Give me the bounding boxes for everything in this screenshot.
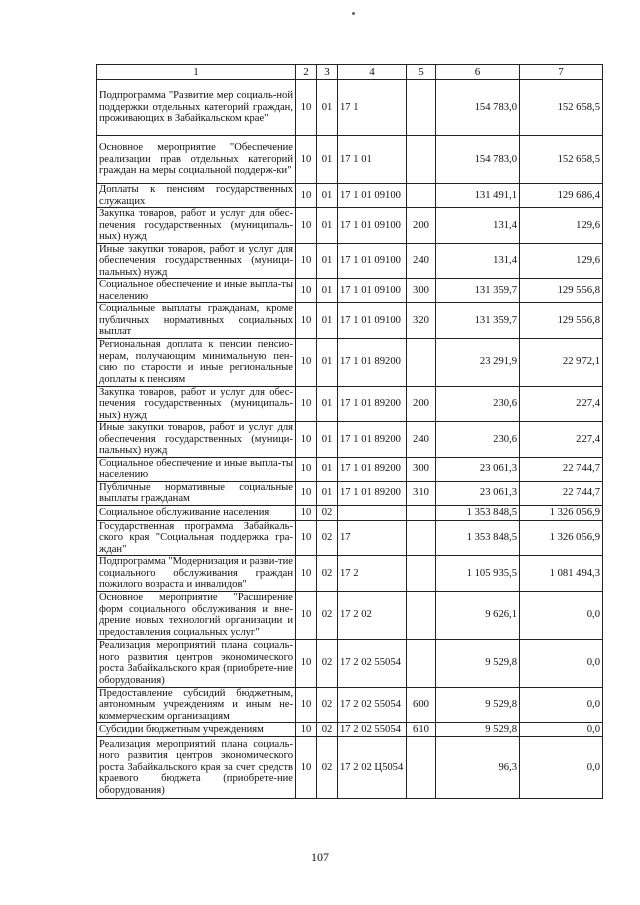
subsection-code-cell: 01 xyxy=(317,481,338,505)
amount-cell: 152 658,5 xyxy=(520,80,603,136)
subsection-code-cell: 01 xyxy=(317,386,338,422)
table-row xyxy=(97,303,603,339)
amount-cell: 9 529,8 xyxy=(436,639,520,687)
section-code-cell: 10 xyxy=(296,303,317,339)
amount-cell: 154 783,0 xyxy=(436,136,520,184)
target-article-cell: 17 1 01 89200 xyxy=(338,386,407,422)
subsection-code-cell: 02 xyxy=(317,687,338,723)
target-article-cell: 17 xyxy=(338,520,407,556)
expense-type-cell: 300 xyxy=(407,279,436,303)
expense-type-cell xyxy=(407,556,436,592)
section-code-cell: 10 xyxy=(296,279,317,303)
scan-dot xyxy=(352,12,355,15)
amount-cell: 227,4 xyxy=(520,422,603,458)
expense-type-cell xyxy=(407,184,436,208)
target-article-cell: 17 1 01 09100 xyxy=(338,184,407,208)
row-name-cell: Закупка товаров, работ и услуг для обес-печения государственных (муниципаль-ных) нужд xyxy=(97,386,296,422)
header-cell: 7 xyxy=(520,65,603,80)
amount-cell: 227,4 xyxy=(520,386,603,422)
subsection-code-cell: 01 xyxy=(317,243,338,279)
table-row xyxy=(97,457,603,481)
subsection-code-cell: 01 xyxy=(317,338,338,386)
section-code-cell: 10 xyxy=(296,556,317,592)
row-name-cell: Доплаты к пенсиям государственных служащих xyxy=(97,184,296,208)
row-name-cell: Закупка товаров, работ и услуг для обес-печения государственных (муниципаль-ных) нужд xyxy=(97,208,296,244)
table-row xyxy=(97,386,603,422)
amount-cell: 23 061,3 xyxy=(436,457,520,481)
amount-cell: 154 783,0 xyxy=(436,80,520,136)
table-row xyxy=(97,723,603,737)
header-cell: 4 xyxy=(338,65,407,80)
amount-cell: 0,0 xyxy=(520,737,603,799)
table-row xyxy=(97,136,603,184)
amount-cell: 230,6 xyxy=(436,386,520,422)
section-code-cell: 10 xyxy=(296,737,317,799)
amount-cell: 1 353 848,5 xyxy=(436,505,520,520)
target-article-cell: 17 1 01 89200 xyxy=(338,481,407,505)
table-row xyxy=(97,687,603,723)
row-name-cell: Реализация мероприятий плана социаль-ного развития центров экономического роста Забайкальского края (приобрете-ние оборудования) xyxy=(97,639,296,687)
section-code-cell: 10 xyxy=(296,639,317,687)
amount-cell: 230,6 xyxy=(436,422,520,458)
row-name-cell: Подпрограмма "Модернизация и разви-тие социального обслуживания граждан пожилого возраста и инвалидов" xyxy=(97,556,296,592)
section-code-cell: 10 xyxy=(296,457,317,481)
table-row xyxy=(97,338,603,386)
header-cell: 5 xyxy=(407,65,436,80)
expense-type-cell: 200 xyxy=(407,208,436,244)
table-row xyxy=(97,481,603,505)
amount-cell: 1 326 056,9 xyxy=(520,505,603,520)
amount-cell: 23 291,9 xyxy=(436,338,520,386)
expense-type-cell xyxy=(407,737,436,799)
section-code-cell: 10 xyxy=(296,243,317,279)
header-cell: 1 xyxy=(97,65,296,80)
amount-cell: 9 529,8 xyxy=(436,723,520,737)
amount-cell: 131 491,1 xyxy=(436,184,520,208)
row-name-cell: Социальное обслуживание населения xyxy=(97,505,296,520)
subsection-code-cell: 01 xyxy=(317,80,338,136)
amount-cell: 22 972,1 xyxy=(520,338,603,386)
amount-cell: 131,4 xyxy=(436,243,520,279)
table-row xyxy=(97,591,603,639)
section-code-cell: 10 xyxy=(296,481,317,505)
target-article-cell: 17 1 01 09100 xyxy=(338,243,407,279)
expense-type-cell: 610 xyxy=(407,723,436,737)
expense-type-cell xyxy=(407,80,436,136)
amount-cell: 0,0 xyxy=(520,723,603,737)
amount-cell: 9 626,1 xyxy=(436,591,520,639)
amount-cell: 22 744,7 xyxy=(520,481,603,505)
page-number: 107 xyxy=(311,850,329,864)
table-row xyxy=(97,737,603,799)
table-row xyxy=(97,184,603,208)
row-name-cell: Подпрограмма "Развитие мер социаль-ной поддержки отдельных категорий граждан, проживающих в Забайкальском крае" xyxy=(97,80,296,136)
target-article-cell: 17 2 02 55054 xyxy=(338,639,407,687)
subsection-code-cell: 01 xyxy=(317,422,338,458)
section-code-cell: 10 xyxy=(296,386,317,422)
amount-cell: 129 686,4 xyxy=(520,184,603,208)
row-name-cell: Региональная доплата к пенсии пенсио-нерам, получающим минимальную пен-сию по старости и иные региональные доплаты к пенсиям xyxy=(97,338,296,386)
expense-type-cell: 310 xyxy=(407,481,436,505)
subsection-code-cell: 02 xyxy=(317,723,338,737)
table-row xyxy=(97,422,603,458)
section-code-cell: 10 xyxy=(296,184,317,208)
target-article-cell: 17 1 01 09100 xyxy=(338,208,407,244)
expense-type-cell: 240 xyxy=(407,422,436,458)
row-name-cell: Государственная программа Забайкаль-ского края "Социальная поддержка гра-ждан" xyxy=(97,520,296,556)
section-code-cell: 10 xyxy=(296,80,317,136)
expense-type-cell: 200 xyxy=(407,386,436,422)
section-code-cell: 10 xyxy=(296,520,317,556)
expense-type-cell xyxy=(407,591,436,639)
row-name-cell: Реализация мероприятий плана социаль-ного развития центров экономического роста Забайкальского края за счет средств краевого бюджета (приобрете-ние оборудования) xyxy=(97,737,296,799)
target-article-cell: 17 2 02 55054 xyxy=(338,723,407,737)
table-row xyxy=(97,639,603,687)
expense-type-cell xyxy=(407,639,436,687)
section-code-cell: 10 xyxy=(296,338,317,386)
table-row xyxy=(97,505,603,520)
expense-type-cell xyxy=(407,136,436,184)
target-article-cell: 17 2 02 55054 xyxy=(338,687,407,723)
header-cell: 6 xyxy=(436,65,520,80)
subsection-code-cell: 02 xyxy=(317,556,338,592)
amount-cell: 0,0 xyxy=(520,687,603,723)
section-code-cell: 10 xyxy=(296,723,317,737)
target-article-cell: 17 2 02 Ц5054 xyxy=(338,737,407,799)
target-article-cell: 17 2 02 xyxy=(338,591,407,639)
amount-cell: 1 105 935,5 xyxy=(436,556,520,592)
header-cell: 3 xyxy=(317,65,338,80)
amount-cell: 9 529,8 xyxy=(436,687,520,723)
amount-cell: 23 061,3 xyxy=(436,481,520,505)
subsection-code-cell: 01 xyxy=(317,303,338,339)
amount-cell: 131 359,7 xyxy=(436,303,520,339)
section-code-cell: 10 xyxy=(296,505,317,520)
expense-type-cell xyxy=(407,505,436,520)
row-name-cell: Основное мероприятие "Расширение форм социального обслуживания и вне-дрение новых технологий организации и предоставления социальных услуг" xyxy=(97,591,296,639)
amount-cell: 131,4 xyxy=(436,208,520,244)
row-name-cell: Социальные выплаты гражданам, кроме публичных нормативных социальных выплат xyxy=(97,303,296,339)
section-code-cell: 10 xyxy=(296,591,317,639)
subsection-code-cell: 01 xyxy=(317,279,338,303)
subsection-code-cell: 01 xyxy=(317,208,338,244)
subsection-code-cell: 01 xyxy=(317,457,338,481)
amount-cell: 22 744,7 xyxy=(520,457,603,481)
amount-cell: 131 359,7 xyxy=(436,279,520,303)
budget-table xyxy=(96,64,603,799)
subsection-code-cell: 02 xyxy=(317,505,338,520)
header-cell: 2 xyxy=(296,65,317,80)
table-row xyxy=(97,556,603,592)
expense-type-cell: 300 xyxy=(407,457,436,481)
section-code-cell: 10 xyxy=(296,422,317,458)
target-article-cell: 17 1 01 xyxy=(338,136,407,184)
subsection-code-cell: 02 xyxy=(317,737,338,799)
amount-cell: 1 353 848,5 xyxy=(436,520,520,556)
section-code-cell: 10 xyxy=(296,208,317,244)
subsection-code-cell: 02 xyxy=(317,639,338,687)
target-article-cell: 17 1 01 09100 xyxy=(338,279,407,303)
row-name-cell: Основное мероприятие "Обеспечение реализации прав отдельных категорий граждан на меры социальной поддерж-ки" xyxy=(97,136,296,184)
amount-cell: 152 658,5 xyxy=(520,136,603,184)
amount-cell: 1 326 056,9 xyxy=(520,520,603,556)
header-row xyxy=(97,65,603,80)
target-article-cell xyxy=(338,505,407,520)
row-name-cell: Социальное обеспечение и иные выпла-ты населению xyxy=(97,457,296,481)
target-article-cell: 17 1 01 89200 xyxy=(338,338,407,386)
target-article-cell: 17 1 01 89200 xyxy=(338,422,407,458)
amount-cell: 129 556,8 xyxy=(520,303,603,339)
table-body xyxy=(97,80,603,799)
amount-cell: 129,6 xyxy=(520,208,603,244)
section-code-cell: 10 xyxy=(296,136,317,184)
expense-type-cell: 320 xyxy=(407,303,436,339)
row-name-cell: Иные закупки товаров, работ и услуг для обеспечения государственных (муници-пальных) нужд xyxy=(97,422,296,458)
row-name-cell: Иные закупки товаров, работ и услуг для обеспечения государственных (муници-пальных) нужд xyxy=(97,243,296,279)
amount-cell: 1 081 494,3 xyxy=(520,556,603,592)
section-code-cell: 10 xyxy=(296,687,317,723)
subsection-code-cell: 02 xyxy=(317,520,338,556)
target-article-cell: 17 1 01 09100 xyxy=(338,303,407,339)
table-row xyxy=(97,279,603,303)
expense-type-cell: 600 xyxy=(407,687,436,723)
amount-cell: 129 556,8 xyxy=(520,279,603,303)
target-article-cell: 17 1 xyxy=(338,80,407,136)
subsection-code-cell: 01 xyxy=(317,136,338,184)
table-row xyxy=(97,243,603,279)
amount-cell: 129,6 xyxy=(520,243,603,279)
expense-type-cell: 240 xyxy=(407,243,436,279)
table-row xyxy=(97,208,603,244)
amount-cell: 0,0 xyxy=(520,639,603,687)
table-row xyxy=(97,80,603,136)
target-article-cell: 17 2 xyxy=(338,556,407,592)
target-article-cell: 17 1 01 89200 xyxy=(338,457,407,481)
row-name-cell: Публичные нормативные социальные выплаты гражданам xyxy=(97,481,296,505)
row-name-cell: Предоставление субсидий бюджетным, автономным учреждениям и иным не-коммерческим организациям xyxy=(97,687,296,723)
row-name-cell: Социальное обеспечение и иные выпла-ты населению xyxy=(97,279,296,303)
row-name-cell: Субсидии бюджетным учреждениям xyxy=(97,723,296,737)
expense-type-cell xyxy=(407,520,436,556)
subsection-code-cell: 02 xyxy=(317,591,338,639)
amount-cell: 96,3 xyxy=(436,737,520,799)
table-row xyxy=(97,520,603,556)
subsection-code-cell: 01 xyxy=(317,184,338,208)
expense-type-cell xyxy=(407,338,436,386)
amount-cell: 0,0 xyxy=(520,591,603,639)
